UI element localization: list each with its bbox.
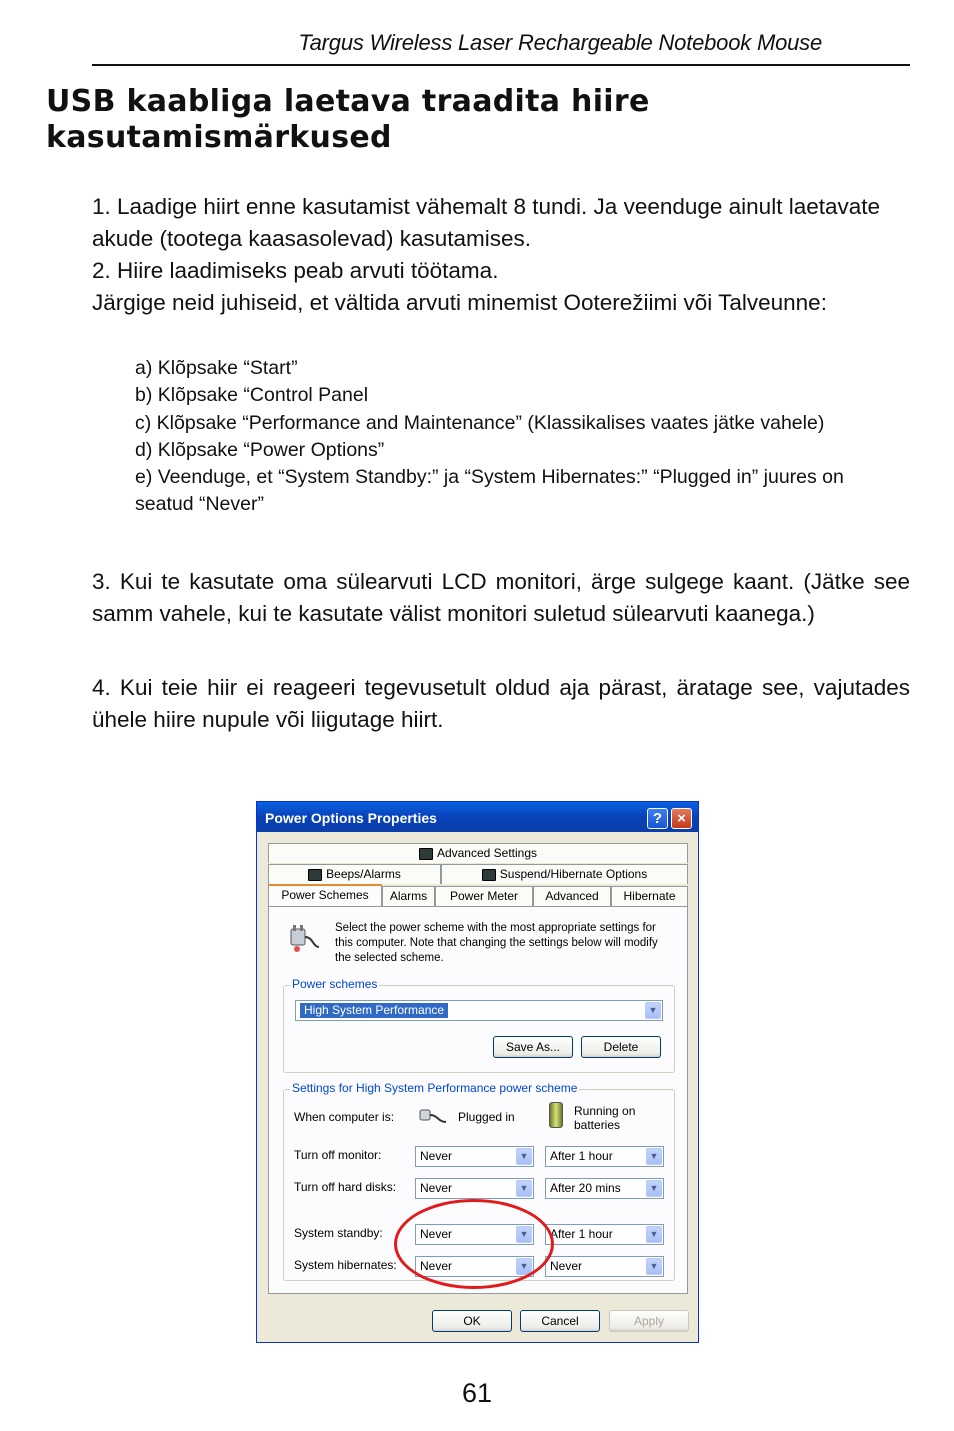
running-on-batteries-label: batteries [574, 1118, 621, 1132]
chevron-down-icon[interactable]: ▼ [516, 1148, 532, 1165]
running-header: Targus Wireless Laser Rechargeable Notebook Mouse [298, 30, 822, 55]
power-plug-icon [287, 923, 321, 953]
laptop-icon [419, 848, 433, 860]
scheme-settings-group [283, 1081, 675, 1281]
tab-advanced-settings[interactable]: Advanced Settings [268, 843, 688, 863]
instruction-2: 2. Hiire laadimiseks peab arvuti töötama. [92, 258, 499, 283]
step-item: b) Klõpsake “Control Panel [135, 384, 369, 407]
instruction-3: 3. Kui te kasutate oma sülearvuti LCD monitori, ärge sulgege kaant. (Jätke see samm vahele, kui te kasutate välist monitori suletud sülearvuti kaanega.) [92, 569, 910, 626]
plugged-in-label: Plugged in [458, 1110, 515, 1124]
step-item: a) Klõpsake “Start” [135, 357, 298, 379]
standby-plugged-select[interactable]: Never ▼ [415, 1224, 534, 1245]
instruction-4: 4. Kui teie hiir ei reageeri tegevusetult oldud aja pärast, äratage see, vajutades ühele hiire nupule või liigutage hiirt. [92, 675, 910, 732]
tab-advanced[interactable]: Advanced [533, 886, 611, 906]
setting-label: System standby: [294, 1226, 383, 1240]
steps-list [135, 355, 875, 519]
chevron-down-icon[interactable]: ▼ [646, 1226, 662, 1243]
chevron-down-icon[interactable]: ▼ [646, 1148, 662, 1165]
apply-button[interactable]: Apply [609, 1310, 689, 1332]
power-options-dialog [256, 801, 699, 1343]
when-computer-is-label: When computer is: [294, 1110, 395, 1124]
step-item: c) Klõpsake “Performance and Maintenance” (Klassikalises vaates jätke vahele) [135, 411, 825, 434]
chevron-down-icon[interactable]: ▼ [516, 1258, 532, 1275]
tab-alarms[interactable]: Alarms [382, 886, 435, 906]
power-scheme-select[interactable]: High System Performance ▼ [295, 1000, 663, 1021]
chevron-down-icon[interactable]: ▼ [646, 1180, 662, 1197]
step-item: d) Klõpsake “Power Options” [135, 438, 385, 461]
running-on-batteries-label: Running on [574, 1104, 636, 1118]
delete-button[interactable]: Delete [581, 1036, 661, 1058]
harddisk-plugged-select[interactable]: Never ▼ [415, 1178, 534, 1199]
setting-label: Turn off hard disks: [294, 1180, 397, 1194]
tab-hibernate[interactable]: Hibernate [611, 886, 688, 906]
step-item: e) Veenduge, et “System Standby:” ja “System Hibernates:” “Plugged in” juures on seatud “Never” [135, 466, 844, 516]
chevron-down-icon[interactable]: ▼ [646, 1258, 662, 1275]
monitor-battery-select[interactable]: After 1 hour ▼ [545, 1146, 664, 1167]
chevron-down-icon[interactable]: ▼ [516, 1180, 532, 1197]
save-as-button[interactable]: Save As... [493, 1036, 573, 1058]
scheme-settings-label: Settings for High System Performance power scheme [292, 1081, 578, 1095]
cancel-button[interactable]: Cancel [520, 1310, 600, 1332]
instruction-1: 1. Laadige hiirt enne kasutamist vähemalt 8 tundi. Ja veenduge ainult laetavate akude (tootega kaasasolevad) kasutamises. [92, 194, 881, 251]
plug-icon [418, 1104, 448, 1126]
power-schemes-group [283, 977, 675, 1073]
tab-suspend-hibernate[interactable]: Suspend/Hibernate Options [441, 864, 688, 884]
close-button[interactable]: × [671, 808, 692, 829]
instructions-block [92, 191, 904, 319]
power-schemes-panel [268, 906, 688, 1294]
ok-button[interactable]: OK [432, 1310, 512, 1332]
page-number: 61 [461, 1378, 493, 1408]
header-rule [92, 64, 910, 66]
standby-battery-select[interactable]: After 1 hour ▼ [545, 1224, 664, 1245]
instruction-intro: Järgige neid juhiseid, et vältida arvuti minemist Ooterežiimi või Talveunne: [92, 290, 827, 315]
dialog-titlebar [257, 802, 698, 832]
help-button[interactable]: ? [647, 808, 668, 829]
power-schemes-label: Power schemes [292, 977, 378, 991]
hibernate-plugged-select[interactable]: Never ▼ [415, 1256, 534, 1277]
dialog-title: Power Options Properties [265, 810, 437, 826]
setting-label: System hibernates: [294, 1258, 397, 1272]
battery-icon [549, 1102, 563, 1128]
laptop-icon [308, 869, 322, 881]
hibernate-battery-select[interactable]: Never ▼ [545, 1256, 664, 1277]
tab-beeps-alarms[interactable]: Beeps/Alarms [268, 864, 441, 884]
tab-power-schemes[interactable]: Power Schemes [268, 884, 382, 906]
monitor-plugged-select[interactable]: Never ▼ [415, 1146, 534, 1167]
chevron-down-icon[interactable]: ▼ [645, 1002, 661, 1019]
chevron-down-icon[interactable]: ▼ [516, 1226, 532, 1243]
section-title: USB kaabliga laetava traadita hiire kasutamismärkused [46, 84, 650, 155]
laptop-icon [482, 869, 496, 881]
setting-label: Turn off monitor: [294, 1148, 382, 1162]
tab-power-meter[interactable]: Power Meter [435, 886, 533, 906]
intro-text: Select the power scheme with the most appropriate settings for this computer. Note that changing the settings below will modify the selected scheme. [335, 922, 658, 964]
harddisk-battery-select[interactable]: After 20 mins ▼ [545, 1178, 664, 1199]
